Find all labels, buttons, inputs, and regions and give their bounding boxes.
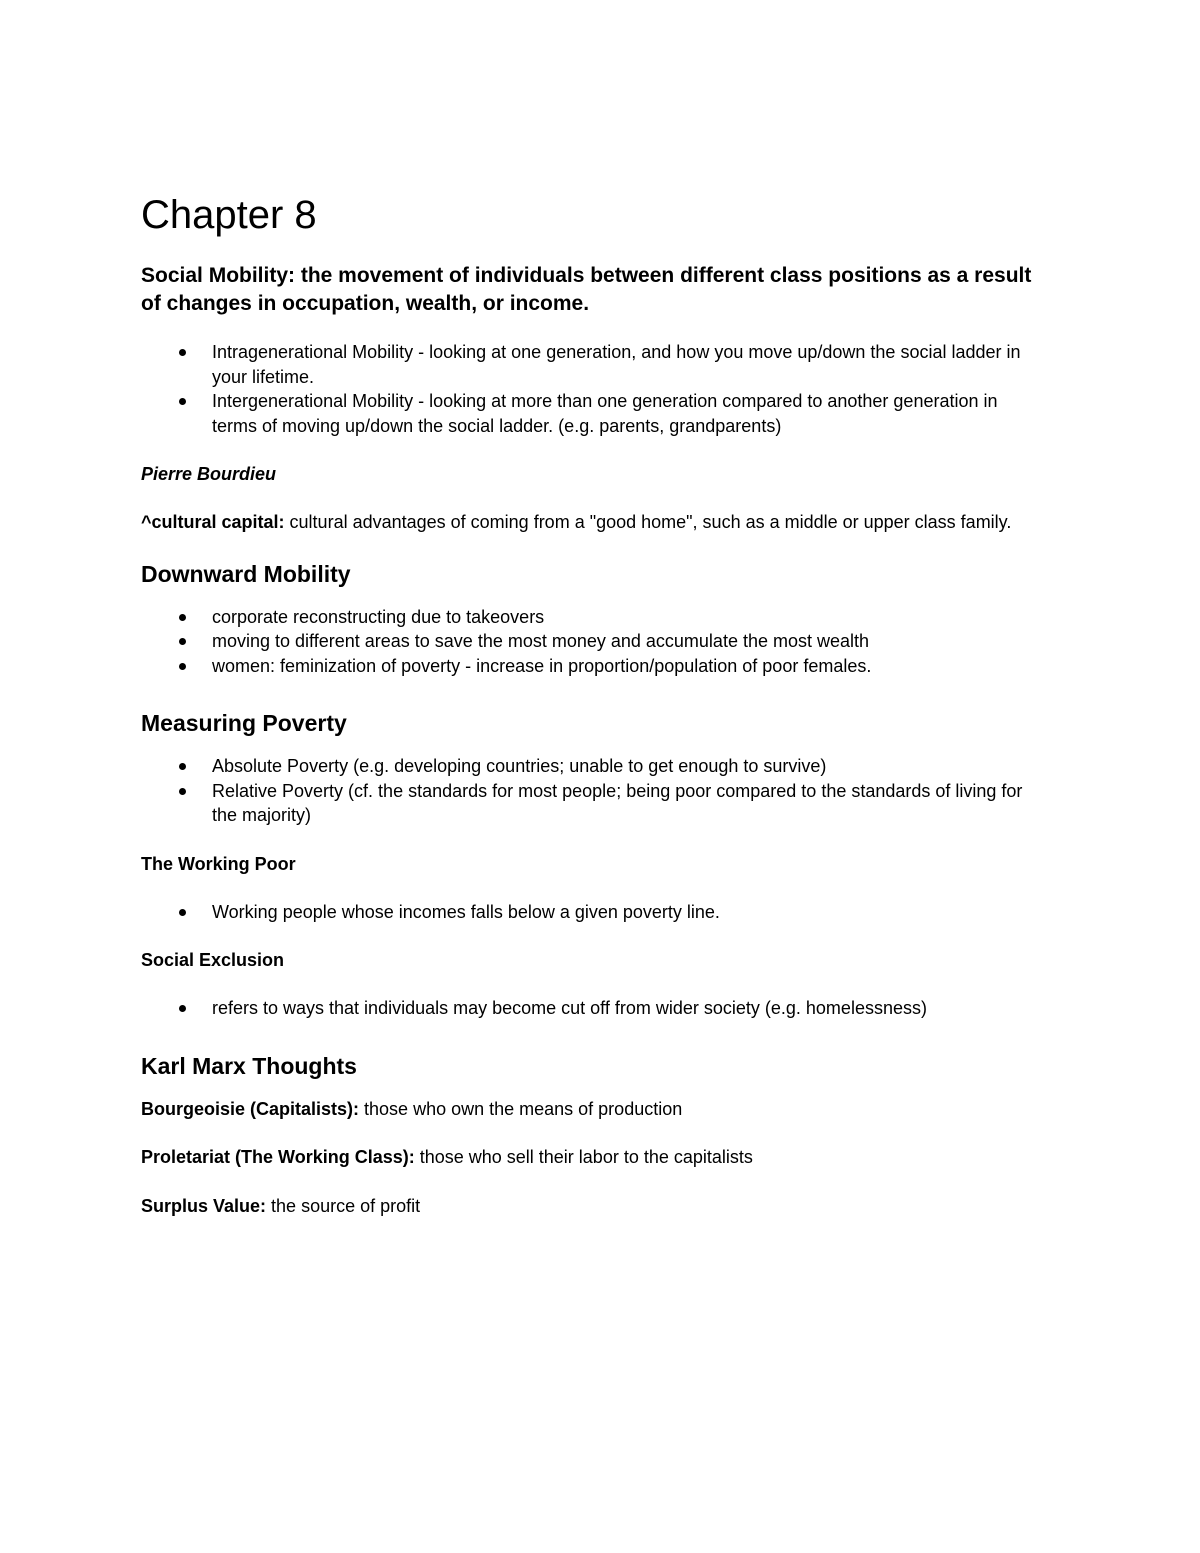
list-item-text: women: feminization of poverty - increase in proportion/population of poor females.	[212, 655, 872, 676]
list-item	[141, 754, 1041, 779]
surplus-value-paragraph	[141, 1194, 1041, 1219]
bullet-icon	[179, 663, 186, 670]
list-item	[141, 629, 1041, 654]
bullet-icon	[179, 398, 186, 405]
list-item-text: Relative Poverty (cf. the standards for most people; being poor compared to the standards of living for the majority)	[212, 780, 1023, 825]
working-poor-list	[141, 900, 1041, 925]
bourgeoisie-term: Bourgeoisie (Capitalists):	[141, 1098, 360, 1119]
list-item-text: Working people whose incomes falls below a given poverty line.	[212, 901, 720, 922]
working-poor-heading: The Working Poor	[141, 853, 296, 874]
surplus-value-definition: the source of profit	[266, 1195, 421, 1216]
list-item	[141, 996, 1041, 1021]
list-item	[141, 900, 1041, 925]
list-item	[141, 654, 1041, 679]
social-exclusion-heading: Social Exclusion	[141, 950, 285, 970]
cultural-capital-definition: cultural advantages of coming from a "good home", such as a middle or upper class family.	[284, 512, 1012, 532]
proletariat-term: Proletariat (The Working Class):	[141, 1147, 415, 1167]
document-page	[141, 192, 1041, 1242]
social-mobility-list	[141, 340, 1041, 438]
bullet-icon	[179, 788, 186, 795]
surplus-value-term: Surplus Value:	[141, 1195, 267, 1216]
cultural-capital-term: ^cultural capital:	[141, 512, 285, 532]
measuring-poverty-heading: Measuring Poverty	[141, 710, 347, 736]
list-item-text: Intergenerational Mobility - looking at more than one generation compared to another generation in terms of moving up/down the social ladder. (e.g. parents, grandparents)	[212, 391, 998, 436]
list-item-text: refers to ways that individuals may become cut off from wider society (e.g. homelessness)	[212, 998, 927, 1018]
list-item-text: corporate reconstructing due to takeovers	[212, 606, 545, 627]
bullet-icon	[179, 909, 186, 916]
bullet-icon	[179, 763, 186, 770]
proletariat-paragraph	[141, 1145, 1041, 1170]
list-item	[141, 779, 1041, 828]
bourdieu-heading: Pierre Bourdieu	[141, 464, 277, 484]
bullet-icon	[179, 349, 186, 356]
proletariat-definition: those who sell their labor to the capitalists	[414, 1147, 753, 1167]
social-exclusion-list	[141, 996, 1041, 1021]
bullet-icon	[179, 1005, 186, 1012]
bullet-icon	[179, 614, 186, 621]
list-item-text: Intragenerational Mobility - looking at one generation, and how you move up/down the social ladder in your lifetime.	[212, 342, 1021, 387]
list-item	[141, 605, 1041, 630]
list-item-text: Absolute Poverty (e.g. developing countries; unable to get enough to survive)	[212, 756, 827, 776]
list-item-text: moving to different areas to save the most money and accumulate the most wealth	[212, 631, 870, 651]
downward-mobility-heading: Downward Mobility	[141, 560, 351, 587]
bourgeoisie-paragraph	[141, 1097, 1041, 1122]
bullet-icon	[179, 638, 186, 645]
cultural-capital-paragraph	[141, 510, 1041, 535]
downward-mobility-list	[141, 605, 1041, 679]
page-title: Chapter 8	[141, 193, 317, 237]
social-mobility-heading: Social Mobility: the movement of individuals between different class positions as a result of changes in occupation, wealth, or income.	[141, 264, 1032, 315]
bourgeoisie-definition: those who own the means of production	[359, 1098, 683, 1119]
measuring-poverty-list	[141, 754, 1041, 828]
list-item	[141, 340, 1041, 389]
karl-marx-heading: Karl Marx Thoughts	[141, 1052, 357, 1079]
list-item	[141, 389, 1041, 438]
